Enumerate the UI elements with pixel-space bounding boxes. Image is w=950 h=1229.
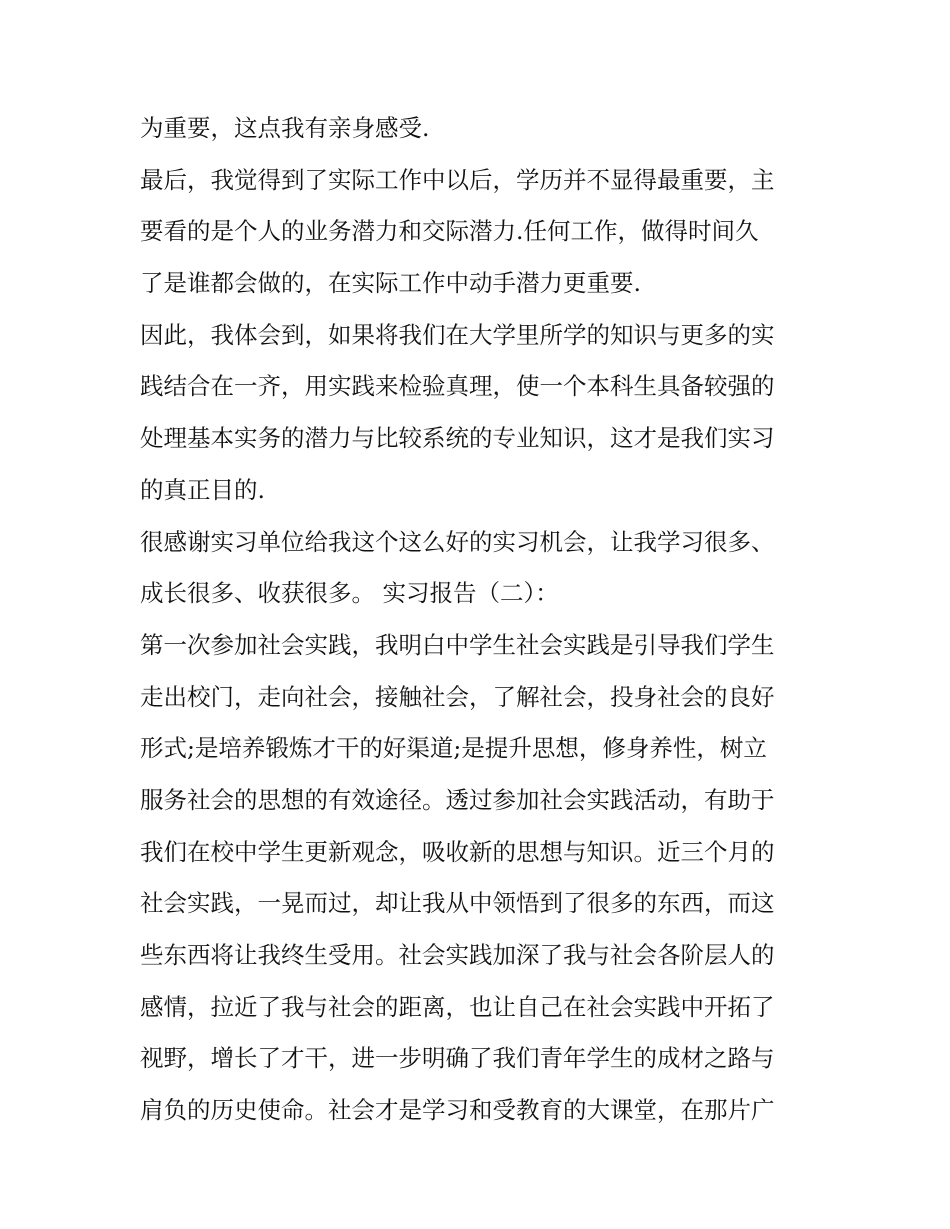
text-line: 肩负的历史使命。社会才是学习和受教育的大课堂，在那片广 bbox=[140, 1096, 775, 1125]
text-line: 为重要，这点我有亲身感受. bbox=[140, 114, 430, 142]
text-line: 社会实践，一晃而过，却让我从中领悟到了很多的东西，而这 bbox=[140, 889, 775, 918]
text-line: 服务社会的思想的有效途径。透过参加社会实践活动，有助于 bbox=[140, 785, 775, 814]
text-line: 第一次参加社会实践，我明白中学生社会实践是引导我们学生 bbox=[140, 630, 775, 659]
text-line: 形式;是培养锻炼才干的好渠道;是提升思想，修身养性，树立 bbox=[140, 734, 767, 763]
text-line: 些东西将让我终生受用。社会实践加深了我与社会各阶层人的 bbox=[140, 941, 775, 969]
text-line: 处理基本实务的潜力与比较系统的专业知识，这才是我们实习 bbox=[140, 424, 775, 453]
body-text bbox=[140, 108, 820, 1142]
text-line: 视野，增长了才干，进一步明确了我们青年学生的成材之路与 bbox=[140, 1044, 775, 1073]
text-line: 很感谢实习单位给我这个这么好的实习机会，让我学习很多、 bbox=[140, 527, 775, 556]
text-line: 的真正目的. bbox=[140, 475, 265, 504]
text-line: 感情，拉近了我与社会的距离，也让自己在社会实践中开拓了 bbox=[140, 992, 775, 1021]
text-line: 走出校门，走向社会，接触社会，了解社会，投身社会的良好 bbox=[140, 682, 775, 711]
text-line: 要看的是个人的业务潜力和交际潜力.任何工作，做得时间久 bbox=[140, 217, 759, 246]
text-line: 最后，我觉得到了实际工作中以后，学历并不显得最重要，主 bbox=[140, 165, 775, 194]
text-line: 践结合在一齐，用实践来检验真理，使一个本科生具备较强的 bbox=[140, 372, 775, 401]
text-line: 成长很多、收获很多。 实习报告（二）： bbox=[140, 579, 559, 608]
text-line: 了是谁都会做的，在实际工作中动手潜力更重要. bbox=[140, 269, 641, 298]
text-line: 我们在校中学生更新观念，吸收新的思想与知识。近三个月的 bbox=[140, 837, 775, 866]
text-line: 因此，我体会到，如果将我们在大学里所学的知识与更多的实 bbox=[140, 320, 775, 349]
